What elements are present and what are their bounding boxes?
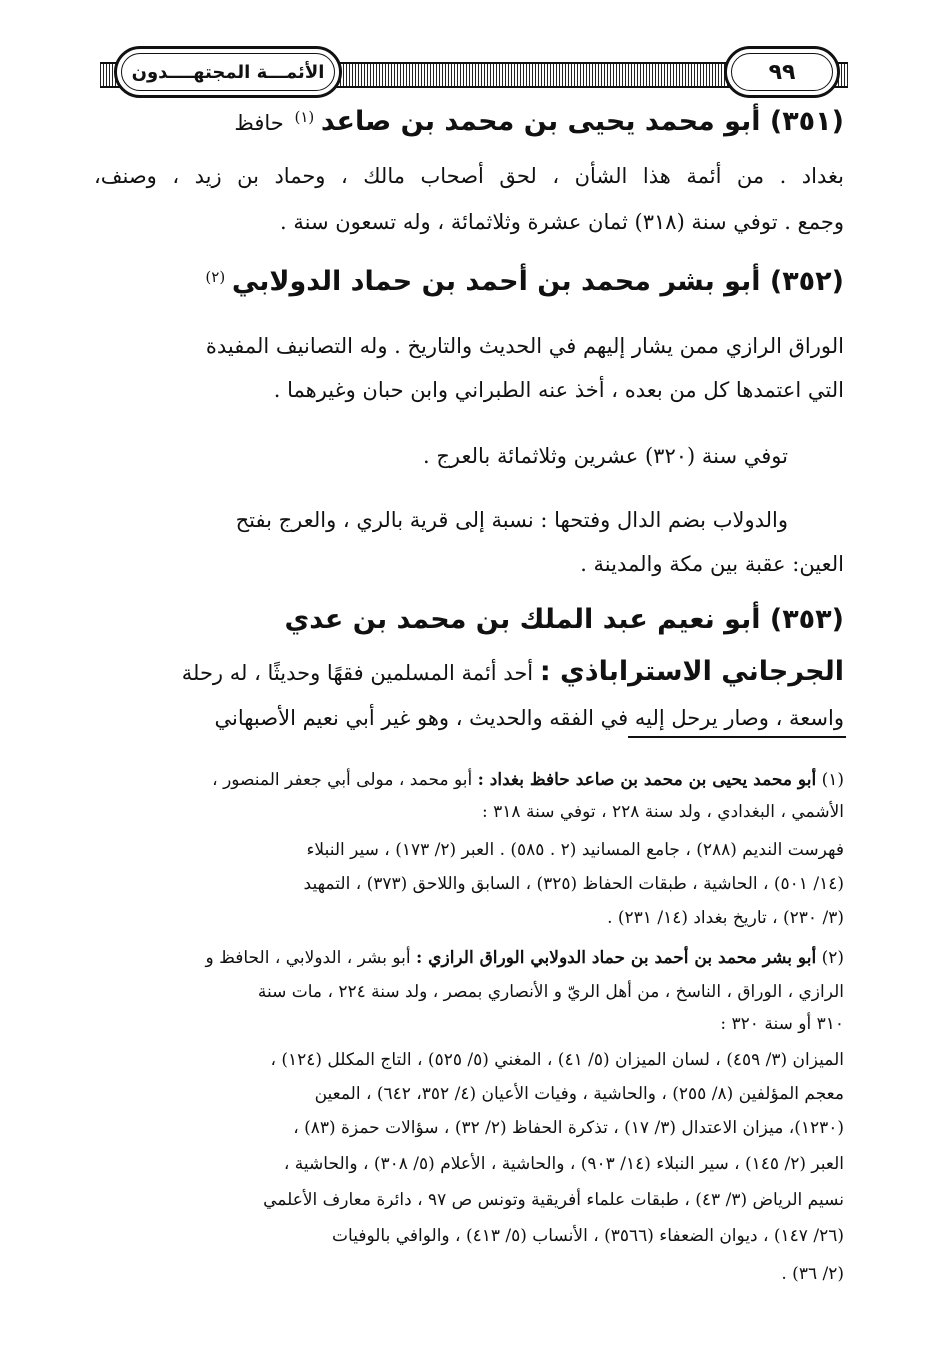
footnote-line: (١٤/ ٥٠١) ، الحاشية ، طبقات الحفاظ (٣٢٥) ، السابق واللاحق (٣٧٣) ، التمهيد <box>303 874 844 894</box>
entry-353-second-line <box>94 656 844 687</box>
entry-text-line: بغداد . من أئمة هذا الشأن ، لحق أصحاب مالك ، وحماد بن زيد ، وصنف، <box>94 164 844 188</box>
entry-text-line: واسعة ، وصار يرحل إليه في الفقه والحديث ، وهو غير أبي نعيم الأصبهاني <box>214 706 844 730</box>
footnote-separator <box>628 736 846 738</box>
entry-heading-continued: الجرجاني الاستراباذي : <box>539 656 844 687</box>
entry-text: حافظ <box>234 111 284 135</box>
running-title-frame <box>114 46 342 98</box>
footnote-ref: (٢) <box>205 268 226 286</box>
footnote-text: أبو محمد ، مولى أبي جعفر المنصور ، <box>212 770 473 790</box>
footnote-ref: (١) <box>294 108 315 126</box>
entry-text-line: توفي سنة (٣٢٠) عشرين وثلاثمائة بالعرج . <box>423 444 788 468</box>
entry-text-line: العين: عقبة بين مكة والمدينة . <box>580 552 844 576</box>
footnote-number: (٢) <box>821 948 844 968</box>
footnote-1-first-line <box>94 770 844 790</box>
footnote-name: أبو بشر محمد بن أحمد بن حماد الدولابي الوراق الرازي : <box>415 948 817 968</box>
running-title: الأئمـــة المجتهــــدون <box>131 61 325 83</box>
footnote-line: ٣١٠ أو سنة ٣٢٠ : <box>720 1014 844 1034</box>
entry-text-line: الوراق الرازي ممن يشار إليهم في الحديث والتاريخ . وله التصانيف المفيدة <box>205 334 844 358</box>
footnote-line: الرازي ، الوراق ، الناسخ ، من أهل الريّ و الأنصاري بمصر ، ولد سنة ٢٢٤ ، مات سنة <box>257 982 844 1002</box>
footnote-line: الميزان (٣/ ٤٥٩) ، لسان الميزان (٥/ ٤١) ، المغني (٥/ ٥٢٥) ، التاج المكلل (١٢٤) ، <box>270 1050 844 1070</box>
footnote-line: الأشمي ، البغدادي ، ولد سنة ٢٢٨ ، توفي سنة ٣١٨ : <box>482 802 844 822</box>
footnote-name: أبو محمد يحيى بن محمد بن صاعد حافظ بغداد : <box>477 770 817 790</box>
entry-heading: (٣٥١) أبو محمد يحيى بن محمد بن صاعد <box>320 106 844 137</box>
page-number-frame <box>724 46 840 98</box>
entry-text-line: التي اعتمدها كل من بعده ، أخذ عنه الطبراني وابن حبان وغيرهما . <box>273 378 844 402</box>
page-number: ٩٩ <box>768 59 796 85</box>
entry-351-first-line <box>94 106 844 137</box>
footnote-text: أبو بشر ، الدولابي ، الحافظ و <box>205 948 411 968</box>
entry-heading: (٣٥٢) أبو بشر محمد بن أحمد بن حماد الدولابي <box>231 266 844 297</box>
footnote-line: فهرست النديم (٢٨٨) ، جامع المسانيد (٢ . ٥٨٥) . العبر (٢/ ١٧٣) ، سير النبلاء <box>306 840 844 860</box>
entry-text-line: وجمع . توفي سنة (٣١٨) ثمان عشرة وثلاثمائة ، وله تسعون سنة . <box>280 210 844 234</box>
entry-text: أحد أئمة المسلمين فقهًا وحديثًا ، له رحلة <box>181 661 534 685</box>
footnote-line: (١٢٣٠)، ميزان الاعتدال (٣/ ١٧) ، تذكرة الحفاظ (٢/ ٣٢) ، سؤالات حمزة (٨٣) ، <box>293 1118 844 1138</box>
footnote-line: نسيم الرياض (٣/ ٤٣) ، طبقات علماء أفريقية وتونس ص ٩٧ ، دائرة معارف الأعلمي <box>263 1190 844 1210</box>
footnote-line: (٣/ ٢٣٠) ، تاريخ بغداد (١٤/ ٢٣١) . <box>607 908 844 928</box>
footnote-2-first-line <box>94 948 844 968</box>
entry-352-heading-line <box>94 266 844 297</box>
footnote-line: معجم المؤلفين (٨/ ٢٥٥) ، والحاشية ، وفيات الأعيان (٤/ ٣٥٢، ٦٤٢) ، المعين <box>314 1084 844 1104</box>
footnote-line: (٢/ ٣٦) . <box>781 1264 844 1284</box>
entry-text-line: والدولاب بضم الدال وفتحها : نسبة إلى قرية بالري ، والعرج بفتح <box>235 508 788 532</box>
page-header <box>100 42 848 104</box>
entry-353-heading-line <box>94 604 844 635</box>
entry-heading: (٣٥٣) أبو نعيم عبد الملك بن محمد بن عدي <box>284 604 844 635</box>
footnote-number: (١) <box>821 770 844 790</box>
footnote-line: العبر (٢/ ١٤٥) ، سير النبلاء (١٤/ ٩٠٣) ، والحاشية ، الأعلام (٥/ ٣٠٨) ، والحاشية ، <box>283 1154 844 1174</box>
footnote-line: (٢٦/ ١٤٧) ، ديوان الضعفاء (٣٥٦٦) ، الأنساب (٥/ ٤١٣) ، والوافي بالوفيات <box>332 1226 844 1246</box>
